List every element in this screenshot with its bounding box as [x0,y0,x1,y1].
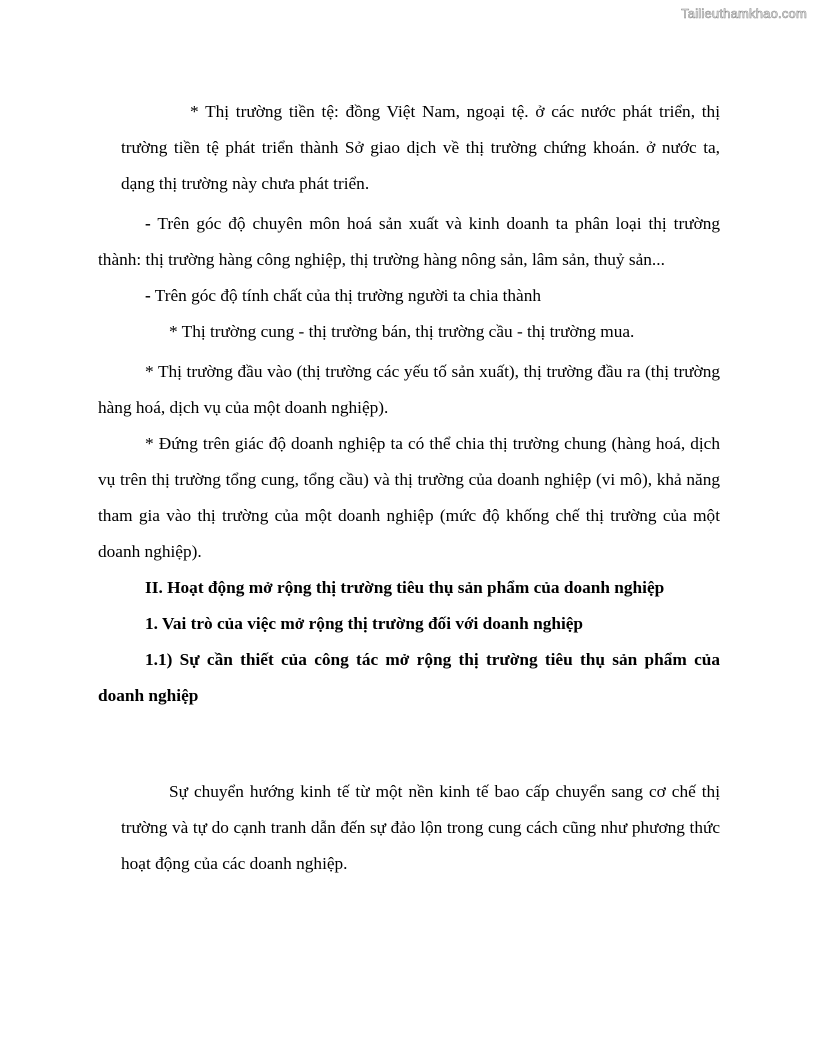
section-heading: II. Hoạt động mở rộng thị trường tiêu thụ sản phẩm của doanh nghiệp [145,578,665,597]
subsection-heading: 1. Vai trò của việc mở rộng thị trường đối với doanh nghiệp [145,614,584,633]
watermark-text: Tailieuthamkhao.com [681,6,807,21]
dash-marker: - [145,286,151,305]
paragraph-text: Trên góc độ chuyên môn hoá sản xuất và kinh doanh ta phân loại thị trường thành: thị trường hàng công nghiệp, thị trường hàng nông sản, lâm sản, thuỷ sản... [98,214,720,269]
subsubsection-heading: 1.1) Sự cần thiết của công tác mở rộng thị trường tiêu thụ sản phẩm của doanh nghiệp [98,650,720,705]
paragraph-text: Sự chuyển hướng kinh tế từ một nền kinh tế bao cấp chuyển sang cơ chế thị trường và tự do cạnh tranh dẫn đến sự đảo lộn trong cung cách cũng như phương thức hoạt động của các doanh nghiệp. [121,782,720,873]
paragraph-supply-demand: * Thị trường cung - thị trường bán, thị trường cầu - thị trường mua. [169,322,635,341]
dash-marker: - [145,214,151,233]
paragraph-text: Trên góc độ tính chất của thị trường người ta chia thành [150,286,542,305]
paragraph-specialization [98,206,720,278]
paragraph-text: * Thị trường tiền tệ: đồng Việt Nam, ngoại tệ. ở các nước phát triển, thị trường tiền tệ phát triển thành Sở giao dịch về thị trường chứng khoán. ở nước ta, dạng thị trường này chưa phát triển. [121,102,720,193]
paragraph-economic-shift [98,774,720,882]
paragraph-enterprise-view: * Đứng trên giác độ doanh nghiệp ta có thể chia thị trường chung (hàng hoá, dịch vụ trên thị trường tổng cung, tổng cầu) và thị trường của doanh nghiệp (vi mô), khả năng tham gia vào thị trường của một doanh nghiệp (mức độ khống chế thị trường của một doanh nghiệp). [98,434,720,561]
paragraph-money-market [98,94,720,202]
paragraph-input-output: * Thị trường đầu vào (thị trường các yếu tố sản xuất), thị trường đầu ra (thị trường hàng hoá, dịch vụ của một doanh nghiệp). [98,362,720,417]
paragraph-nature [98,278,720,314]
document-body [98,94,720,882]
